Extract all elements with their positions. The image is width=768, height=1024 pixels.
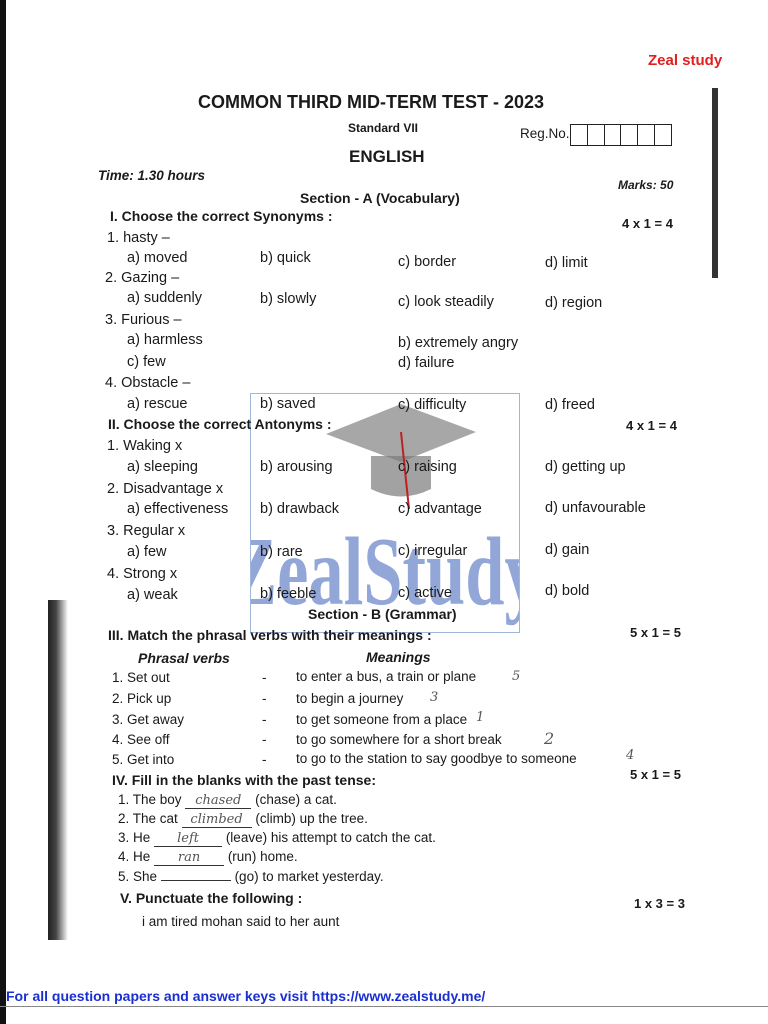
- meaning: to enter a bus, a train or plane: [296, 669, 477, 684]
- option-d: d) failure: [398, 355, 455, 371]
- option-a: a) rescue: [127, 396, 188, 412]
- bottom-divider: [0, 1006, 768, 1007]
- q4-title: IV. Fill in the blanks with the past tense:: [112, 772, 376, 788]
- section-b-title: Section - B (Grammar): [308, 606, 457, 622]
- option-d: d) limit: [545, 255, 588, 271]
- option-d: d) freed: [545, 397, 595, 413]
- option-d: d) getting up: [545, 459, 626, 475]
- q3-title: III. Match the phrasal verbs with their meanings :: [108, 627, 432, 643]
- sentence-prefix: 4. He: [118, 849, 151, 864]
- q2-title: II. Choose the correct Antonyms :: [108, 416, 332, 432]
- sentence-suffix: (chase) a cat.: [255, 792, 337, 807]
- handwritten-answer: 5: [512, 669, 521, 684]
- footer-link-text: For all question papers and answer keys visit https://www.zealstudy.me/: [6, 988, 486, 1004]
- option-b: b) drawback: [260, 501, 339, 517]
- option-d: d) unfavourable: [545, 500, 646, 516]
- phrasal-verb: 3. Get away: [112, 712, 185, 727]
- sentence-prefix: 2. The cat: [118, 811, 178, 826]
- handwritten-answer: 4: [626, 748, 635, 763]
- time-label: Time: 1.30 hours: [98, 168, 206, 183]
- col-phrasal-verbs: Phrasal verbs: [138, 650, 230, 666]
- option-b: b) rare: [260, 544, 303, 560]
- sentence-prefix: 3. He: [118, 830, 151, 845]
- dash: -: [262, 691, 267, 706]
- option-c: c) few: [127, 354, 166, 370]
- option-b: b) slowly: [260, 291, 317, 307]
- subject-title: ENGLISH: [349, 147, 425, 166]
- q4-marks: 5 x 1 = 5: [630, 767, 681, 782]
- meaning: to begin a journey: [296, 691, 404, 706]
- q1-word: 1. hasty –: [107, 230, 170, 246]
- handwritten-answer: 2: [544, 729, 555, 748]
- dash: -: [262, 732, 267, 747]
- sentence-suffix: (run) home.: [227, 849, 298, 864]
- q1-marks: 4 x 1 = 4: [622, 216, 673, 231]
- option-c: c) advantage: [398, 501, 482, 517]
- phrasal-verb: 5. Get into: [112, 752, 175, 767]
- option-d: d) bold: [545, 583, 590, 599]
- q2-marks: 4 x 1 = 4: [626, 418, 677, 433]
- svg-text:ZealStudy: ealStud: [277, 517, 505, 626]
- fill-sentence-4: [118, 849, 298, 866]
- q1-title: I. Choose the correct Synonyms :: [110, 208, 333, 224]
- standard-label: Standard VII: [348, 121, 419, 135]
- option-c: c) look steadily: [398, 294, 494, 310]
- fill-sentence-5: [118, 869, 384, 884]
- q1-word: 4. Obstacle –: [105, 375, 191, 391]
- option-a: a) suddenly: [127, 290, 202, 306]
- q2-word: 1. Waking x: [107, 438, 183, 454]
- meaning: to go to the station to say goodbye to someone: [296, 751, 577, 766]
- option-b: b) saved: [260, 396, 316, 412]
- option-c: c) raising: [398, 459, 457, 475]
- answer-blank: left: [154, 831, 222, 847]
- sentence-prefix: 5. She: [118, 869, 158, 884]
- answer-blank: climbed: [182, 812, 252, 828]
- punctuate-sentence: i am tired mohan said to her aunt: [142, 914, 340, 929]
- meaning: to get someone from a place: [296, 712, 468, 727]
- section-a-title: Section - A (Vocabulary): [300, 190, 460, 206]
- option-d: d) region: [545, 295, 603, 311]
- dash: -: [262, 752, 267, 767]
- fill-sentence-3: [118, 830, 436, 847]
- reg-label: Reg.No.: [520, 126, 570, 141]
- option-b: b) extremely angry: [398, 335, 519, 351]
- fill-sentence-1: [118, 792, 337, 809]
- sentence-suffix: (leave) his attempt to catch the cat.: [225, 830, 436, 845]
- phrasal-verb: 2. Pick up: [112, 691, 172, 706]
- page-title: COMMON THIRD MID-TERM TEST - 2023: [198, 92, 545, 112]
- scan-shadow-left: [48, 600, 68, 940]
- q2-word: 3. Regular x: [107, 523, 186, 539]
- handwritten-answer: 3: [430, 690, 439, 705]
- scan-shadow-right: [712, 88, 718, 278]
- answer-blank: chased: [185, 793, 251, 809]
- sentence-suffix: (climb) up the tree.: [255, 811, 368, 826]
- answer-blank: ran: [154, 850, 224, 866]
- option-c: c) irregular: [398, 543, 468, 559]
- phrasal-verb: 1. Set out: [112, 670, 170, 685]
- option-a: a) moved: [127, 250, 188, 266]
- q2-word: 2. Disadvantage x: [107, 481, 224, 497]
- q1-word: 3. Furious –: [105, 312, 182, 328]
- page-edge: [0, 0, 6, 1024]
- option-a: a) harmless: [127, 332, 203, 348]
- meaning: to go somewhere for a short break: [296, 732, 502, 747]
- option-a: a) effectiveness: [127, 501, 229, 517]
- option-b: b) quick: [260, 250, 311, 266]
- q3-marks: 5 x 1 = 5: [630, 625, 681, 640]
- dash: -: [262, 670, 267, 685]
- option-a: a) sleeping: [127, 459, 198, 475]
- sentence-prefix: 1. The boy: [118, 792, 182, 807]
- option-c: c) active: [398, 585, 452, 601]
- option-c: c) difficulty: [398, 397, 467, 413]
- reg-number-boxes: [570, 124, 672, 146]
- option-b: b) arousing: [260, 459, 333, 475]
- option-d: d) gain: [545, 542, 590, 558]
- q2-word: 4. Strong x: [107, 566, 178, 582]
- option-b: b) feeble: [260, 586, 317, 602]
- answer-blank: [161, 880, 231, 881]
- brand-label: Zeal study: [648, 52, 723, 69]
- sentence-suffix: (go) to market yesterday.: [234, 869, 384, 884]
- option-a: a) few: [127, 544, 167, 560]
- option-c: c) border: [398, 254, 457, 270]
- fill-sentence-2: [118, 811, 368, 828]
- handwritten-answer: 1: [476, 710, 485, 725]
- marks-label: Marks: 50: [618, 178, 674, 192]
- q5-title: V. Punctuate the following :: [120, 890, 303, 906]
- phrasal-verb: 4. See off: [112, 732, 170, 747]
- q5-marks: 1 x 3 = 3: [634, 896, 685, 911]
- col-meanings: Meanings: [366, 649, 431, 665]
- q1-word: 2. Gazing –: [105, 270, 180, 286]
- option-a: a) weak: [127, 587, 178, 603]
- dash: -: [262, 712, 267, 727]
